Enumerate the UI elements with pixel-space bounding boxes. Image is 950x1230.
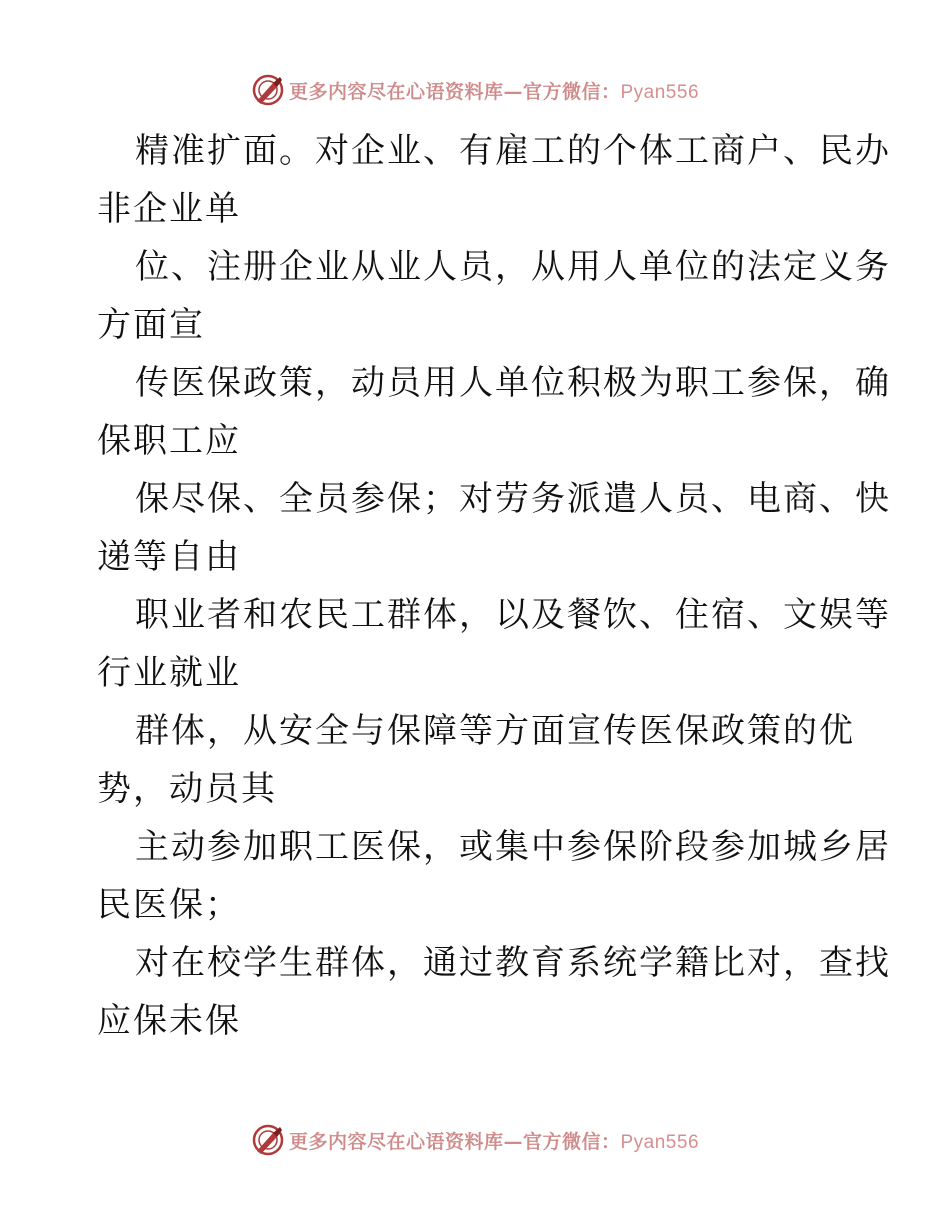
- body-line: 行业就业: [97, 653, 241, 693]
- footer-wechat-label: 官方微信：: [522, 1130, 621, 1153]
- footer-banner-text: [289, 1127, 699, 1154]
- body-line: 位、注册企业从业人员，从用人单位的法定义务: [135, 247, 891, 287]
- pen-logo-icon: [251, 1123, 285, 1157]
- header-wechat-id: Pyan556: [620, 81, 700, 103]
- body-line: 方面宣: [97, 305, 205, 345]
- document-body: [97, 122, 891, 1050]
- body-line: 递等自由: [97, 537, 241, 577]
- body-line: 职业者和农民工群体，以及餐饮、住宿、文娱等: [135, 595, 891, 635]
- footer-banner: [0, 1120, 950, 1160]
- pen-logo-icon: [251, 73, 285, 107]
- header-banner-text: [289, 77, 699, 104]
- header-banner: [0, 70, 950, 110]
- header-dash: —: [503, 80, 523, 103]
- body-line: 主动参加职工医保，或集中参保阶段参加城乡居: [135, 827, 891, 867]
- footer-site-text: 更多内容尽在心语资料库: [288, 1130, 504, 1153]
- footer-dash: —: [503, 1130, 523, 1153]
- header-site-text: 更多内容尽在心语资料库: [288, 80, 504, 103]
- body-line: 对在校学生群体，通过教育系统学籍比对，查找: [135, 943, 891, 983]
- body-line: 保尽保、全员参保；对劳务派遣人员、电商、快: [135, 479, 891, 519]
- body-line: 非企业单: [97, 189, 241, 229]
- body-line: 势，动员其: [97, 769, 277, 809]
- body-line: 保职工应: [97, 421, 241, 461]
- footer-wechat-id: Pyan556: [620, 1131, 700, 1153]
- body-line: 传医保政策，动员用人单位积极为职工参保，确: [135, 363, 891, 403]
- body-line: 民医保；: [97, 885, 241, 925]
- body-line: 应保未保: [97, 1001, 241, 1041]
- header-wechat-label: 官方微信：: [522, 80, 621, 103]
- body-line: 群体，从安全与保障等方面宣传医保政策的优: [135, 711, 855, 751]
- body-line: 精准扩面。对企业、有雇工的个体工商户、民办: [135, 131, 891, 171]
